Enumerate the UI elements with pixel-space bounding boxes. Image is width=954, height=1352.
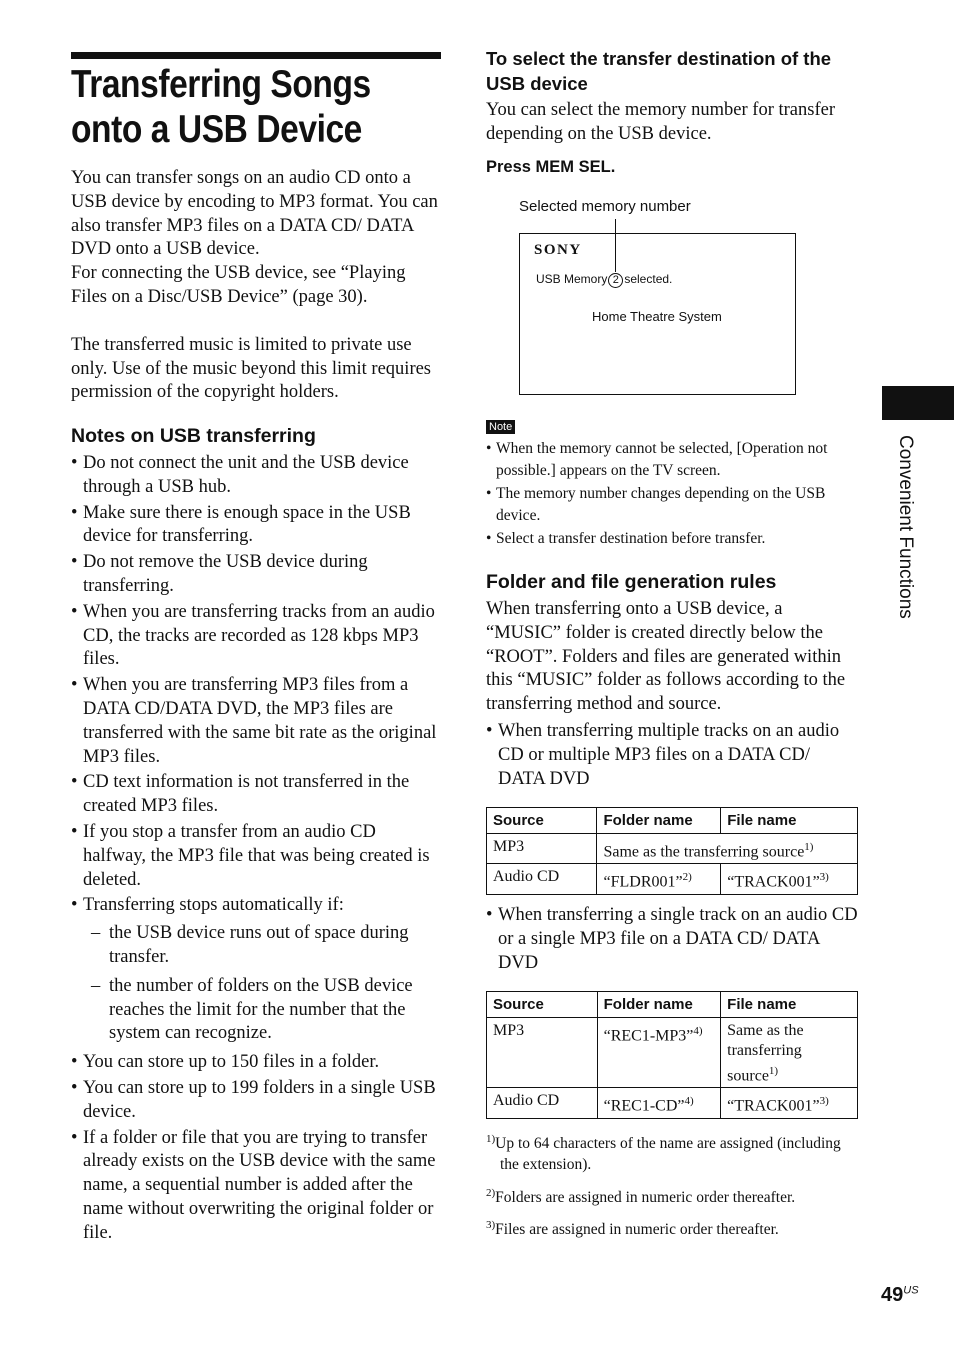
- table-header: File name: [721, 808, 858, 834]
- title-rule: [71, 52, 441, 59]
- press-instruction: Press MEM SEL.: [486, 158, 616, 176]
- footnotes: [486, 1129, 858, 1240]
- list-item: • You can store up to 150 files in a folder.: [71, 1051, 443, 1075]
- list-item: • When you are transferring MP3 files from a DATA CD/DATA DVD, the MP3 files are transferred with the same bit rate as the original MP3 files.: [71, 674, 443, 769]
- tv-screen-illustration: [519, 233, 796, 395]
- notes-heading: Notes on USB transferring: [71, 425, 316, 447]
- table-cell: MP3: [487, 1018, 598, 1088]
- list-item: • Transferring stops automatically if:: [71, 894, 443, 918]
- list-item: • When you are transferring tracks from an audio CD, the tracks are recorded as 128 kbps MP3 files.: [71, 601, 443, 672]
- naming-table-multiple: [486, 807, 858, 895]
- list-item: • Do not connect the unit and the USB device through a USB hub.: [71, 452, 443, 500]
- note-item: • When the memory cannot be selected, [Operation not possible.] appears on the TV screen.: [486, 438, 858, 481]
- select-heading: To select the transfer destination of the USB device: [486, 48, 832, 94]
- table-row: [487, 1018, 858, 1088]
- table-cell: “FLDR001”$^{2)}$: [597, 864, 721, 894]
- table-header: File name: [721, 992, 858, 1018]
- table-row: [487, 864, 858, 894]
- table-cell: Audio CD: [487, 1088, 598, 1118]
- case2: [486, 904, 858, 977]
- table-row: [487, 834, 858, 864]
- table-header: Folder name: [597, 992, 721, 1018]
- table-cell: “TRACK001”$^{3)}$: [721, 864, 858, 894]
- folder-text: When transferring onto a USB device, a “MUSIC” folder is created directly below the “ROOT”. Folders and files are generated within this “MUSIC” folder as follows according to the transferring method and source.: [486, 599, 846, 715]
- page-title: Transferring Songs onto a USB Device: [71, 63, 371, 151]
- footnote: $^{1)}$Up to 64 characters of the name are assigned (including the extension).: [486, 1133, 841, 1174]
- sony-logo: SONY: [534, 242, 582, 258]
- list-item: • If you stop a transfer from an audio CD halfway, the MP3 file that was being created is deleted.: [71, 821, 443, 892]
- note-item: • The memory number changes depending on the USB device.: [486, 483, 858, 526]
- list-item: • If a folder or file that you are trying to transfer already exists on the USB device with the same name, a sequential number is added after the name without overwriting the original folder or file.: [71, 1127, 443, 1246]
- screen-message: [536, 272, 672, 288]
- table-cell: “REC1-CD”$^{4)}$: [597, 1088, 721, 1118]
- section-label: Convenient Functions: [895, 435, 916, 619]
- table-header: Source: [487, 808, 597, 834]
- note-label: Note: [486, 420, 515, 434]
- table-header: Source: [487, 992, 598, 1018]
- screen-system-name: Home Theatre System: [592, 309, 722, 324]
- memory-number-badge: 2: [608, 273, 623, 288]
- folder-heading: Folder and file generation rules: [486, 571, 777, 593]
- callout-label: Selected memory number: [519, 198, 691, 215]
- notes-list: [71, 452, 443, 1248]
- list-item: • CD text information is not transferred in the created MP3 files.: [71, 771, 443, 819]
- table-cell: “TRACK001”$^{3)}$: [721, 1088, 858, 1118]
- screen-message-text: USB Memory: [536, 272, 608, 286]
- table-cell: “REC1-MP3”$^{4)}$: [597, 1018, 721, 1088]
- page-number: $49^{US}$: [881, 1284, 919, 1306]
- note-list: [486, 438, 858, 552]
- table-cell: MP3: [487, 834, 597, 864]
- table-cell: Audio CD: [487, 864, 597, 894]
- list-item: • You can store up to 199 folders in a single USB device.: [71, 1077, 443, 1125]
- case1: [486, 720, 858, 793]
- note-item: • Select a transfer destination before transfer.: [486, 528, 858, 550]
- list-item: • When transferring multiple tracks on an audio CD or multiple MP3 files on a DATA CD/ DATA DVD: [486, 720, 858, 791]
- table-cell: Same as the transferring source$^{1)}$: [721, 1018, 858, 1088]
- footnote: $^{2)}$Folders are assigned in numeric order thereafter.: [486, 1187, 796, 1207]
- table-cell: Same as the transferring source$^{1)}$: [597, 834, 858, 864]
- sub-list-item: – the number of folders on the USB device reaches the limit for the number that the system can recognize.: [71, 975, 443, 1046]
- list-item: • Make sure there is enough space in the USB device for transferring.: [71, 502, 443, 550]
- intro: [71, 167, 443, 405]
- section-tab: [882, 386, 954, 420]
- footnote: $^{3)}$Files are assigned in numeric order thereafter.: [486, 1219, 779, 1239]
- list-item: • Do not remove the USB device during transferring.: [71, 551, 443, 599]
- intro-paragraph: The transferred music is limited to private use only. Use of the music beyond this limit requires permission of the copyright holders.: [71, 334, 432, 403]
- list-item: • When transferring a single track on an audio CD or a single MP3 file on a DATA CD/ DATA DVD: [486, 904, 858, 975]
- table-header: Folder name: [597, 808, 721, 834]
- intro-paragraph: You can transfer songs on an audio CD onto a USB device by encoding to MP3 format. You can also transfer MP3 files on a DATA CD/ DATA DVD onto a USB device.: [71, 168, 438, 260]
- sub-list-item: – the USB device runs out of space during transfer.: [71, 922, 443, 970]
- select-text: You can select the memory number for transfer depending on the USB device.: [486, 100, 835, 144]
- intro-paragraph: For connecting the USB device, see “Playing Files on a Disc/USB Device” (page 30).: [71, 263, 406, 307]
- table-row: [487, 1088, 858, 1118]
- naming-table-single: [486, 991, 858, 1119]
- screen-message-text: selected.: [624, 272, 673, 286]
